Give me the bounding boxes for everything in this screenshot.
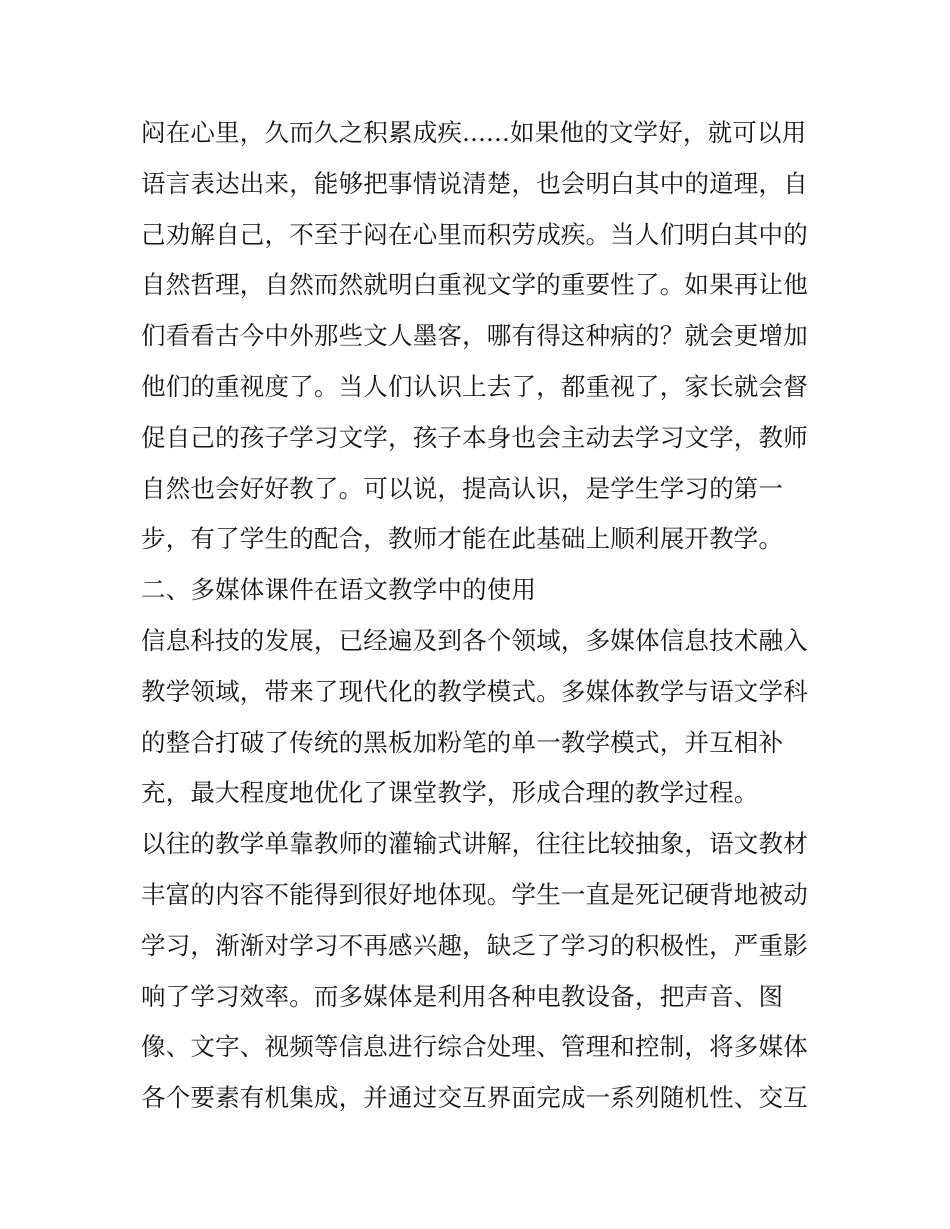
section-heading: 二、多媒体课件在语文教学中的使用: [141, 575, 537, 605]
text-line: 自然也会好好教了。可以说，提高认识，是学生学习的第一: [141, 473, 784, 503]
text-line: 步，有了学生的配合，教师才能在此基础上顺利展开教学。: [141, 524, 784, 554]
text-line: 他们的重视度了。当人们认识上去了，都重视了，家长就会督: [141, 371, 808, 401]
text-line: 响了学习效率。而多媒体是利用各种电教设备，把声音、图: [141, 981, 784, 1011]
text-line: 以往的教学单靠教师的灌输式讲解，往往比较抽象，语文教材: [141, 829, 808, 859]
body-text: [141, 108, 821, 1124]
text-line: 充，最大程度地优化了课堂教学，形成合理的教学过程。: [141, 778, 759, 808]
text-line: 闷在心里，久而久之积累成疾......如果他的文学好，就可以用: [141, 118, 807, 147]
text-line: 学习，渐渐对学习不再感兴趣，缺乏了学习的积极性，严重影: [141, 930, 808, 960]
text-line: 丰富的内容不能得到很好地体现。学生一直是死记硬背地被动: [141, 879, 808, 909]
text-line: 教学领域，带来了现代化的教学模式。多媒体教学与语文学科: [141, 676, 808, 706]
text-line: 促自己的孩子学习文学，孩子本身也会主动去学习文学，教师: [141, 422, 808, 452]
text-line: 己劝解自己，不至于闷在心里而积劳成疾。当人们明白其中的: [141, 219, 808, 249]
text-line: 像、文字、视频等信息进行综合处理、管理和控制，将多媒体: [141, 1032, 808, 1062]
text-line: 的整合打破了传统的黑板加粉笔的单一教学模式，并互相补: [141, 727, 784, 757]
text-line: 各个要素有机集成，并通过交互界面完成一系列随机性、交互: [141, 1083, 808, 1113]
text-line: 自然哲理，自然而然就明白重视文学的重要性了。如果再让他: [141, 270, 808, 300]
text-line: 信息科技的发展，已经遍及到各个领域，多媒体信息技术融入: [141, 625, 808, 655]
text-line: 们看看古今中外那些文人墨客，哪有得这种病的？就会更增加: [141, 321, 808, 351]
text-line: 语言表达出来，能够把事情说清楚，也会明白其中的道理，自: [141, 168, 808, 198]
